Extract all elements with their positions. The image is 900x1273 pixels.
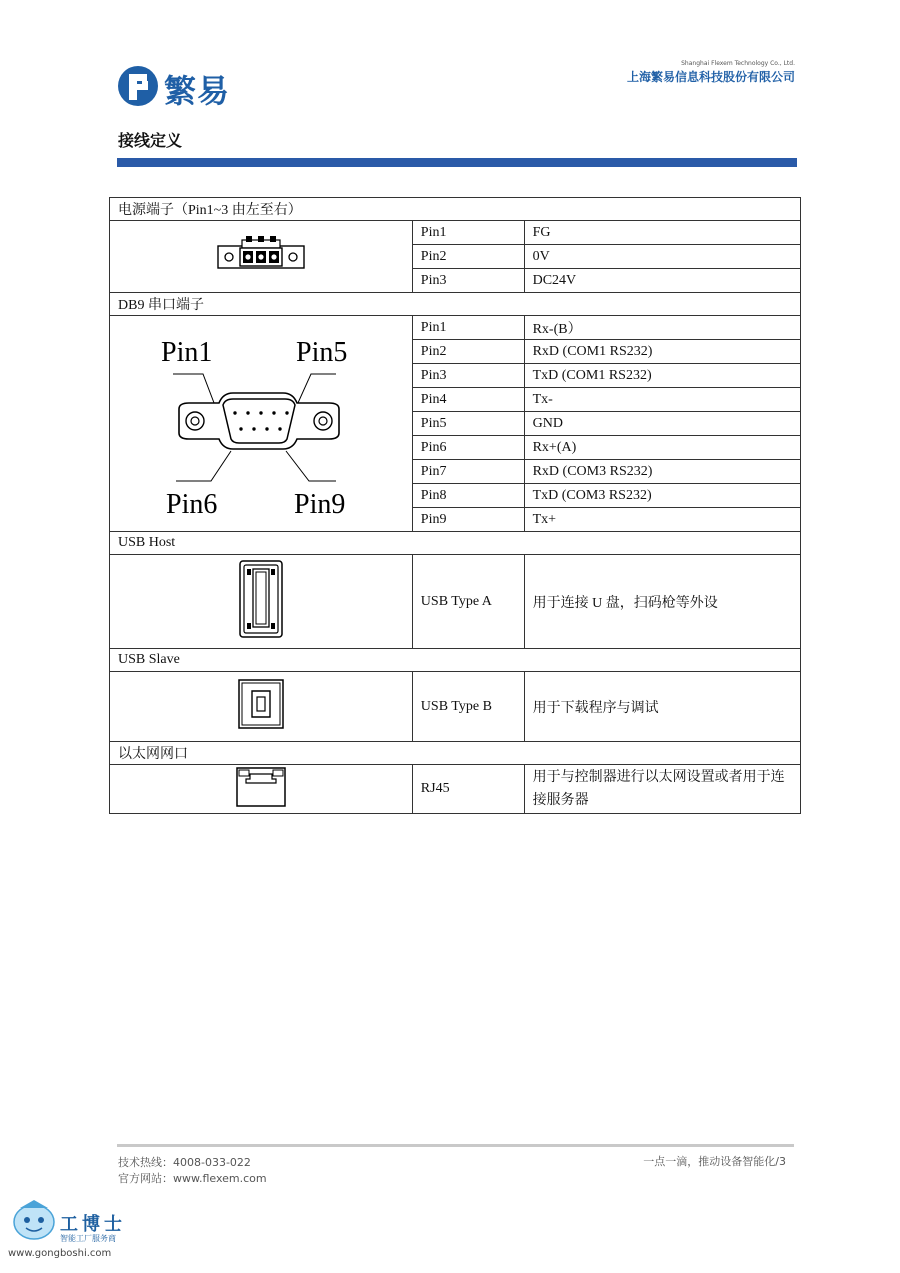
pin-definition: RxD (COM3 RS232): [524, 460, 800, 484]
company-logo: [116, 62, 246, 112]
footer-contact: [118, 1155, 267, 1187]
connector-description: 用于连接 U 盘，扫码枪等外设: [524, 555, 800, 649]
footer-hotline: 技术热线：4008-033-022: [118, 1156, 251, 1169]
db9-connector-icon: [151, 321, 371, 521]
ethernet-section-title: 以太网网口: [110, 742, 801, 765]
pin-definition: DC24V: [524, 269, 800, 293]
pin-name: Pin2: [412, 340, 524, 364]
watermark-subtitle: 智能工厂服务商: [60, 1234, 116, 1243]
db9-section-title: DB9 串口端子: [110, 293, 801, 316]
section-title: 接线定义: [118, 131, 183, 150]
pin-definition: RxD (COM1 RS232): [524, 340, 800, 364]
db9-image-cell: [110, 316, 413, 532]
pin-definition: 0V: [524, 245, 800, 269]
connector-description: 用于下载程序与调试: [524, 672, 800, 742]
flexem-logo-icon: [116, 64, 160, 108]
pin5-label: Pin5: [295, 337, 348, 368]
connector-type: USB Type A: [412, 555, 524, 649]
pin-name: Pin7: [412, 460, 524, 484]
pin-definition: FG: [524, 221, 800, 245]
company-name-cn: 上海繁易信息科技股份有限公司: [626, 70, 795, 84]
watermark-brand: 工博士: [60, 1214, 126, 1235]
pin-definition: TxD (COM1 RS232): [524, 364, 800, 388]
pin-name: Pin9: [412, 508, 524, 532]
connector-type: RJ45: [412, 765, 524, 814]
wiring-definition-table: [109, 197, 801, 814]
pin-name: Pin5: [412, 412, 524, 436]
table-row: [110, 555, 801, 649]
section-header-row: [110, 649, 801, 672]
pin-name: Pin8: [412, 484, 524, 508]
pin1-label: Pin1: [160, 337, 213, 368]
pin-name: Pin6: [412, 436, 524, 460]
pin-definition: Rx-(B）: [524, 316, 800, 340]
pin-definition: Rx+(A): [524, 436, 800, 460]
rj45-image-cell: [110, 765, 413, 814]
rj45-icon: [236, 767, 286, 807]
table-row: [110, 672, 801, 742]
section-header-row: [110, 198, 801, 221]
title-divider-bar: [117, 158, 797, 167]
table-row: [110, 316, 801, 340]
pin-name: Pin1: [412, 221, 524, 245]
pin-name: Pin1: [412, 316, 524, 340]
footer-website: 官方网站：www.flexem.com: [118, 1172, 267, 1185]
usb-type-b-image-cell: [110, 672, 413, 742]
usb-slave-section-title: USB Slave: [110, 649, 801, 672]
pin-definition: GND: [524, 412, 800, 436]
power-terminal-image-cell: [110, 221, 413, 293]
pin-name: Pin3: [412, 269, 524, 293]
table-row: [110, 221, 801, 245]
connector-description: 用于与控制器进行以太网设置或者用于连接服务器: [524, 765, 800, 814]
footer-divider: [117, 1144, 794, 1147]
pin9-label: Pin9: [293, 489, 346, 520]
pin-name: Pin3: [412, 364, 524, 388]
company-name-en: Shanghai Flexem Technology Co., Ltd.: [681, 60, 795, 67]
pin6-label: Pin6: [165, 489, 218, 520]
usb-type-a-image-cell: [110, 555, 413, 649]
pin-name: Pin4: [412, 388, 524, 412]
company-name-block: [627, 60, 795, 85]
pin-name: Pin2: [412, 245, 524, 269]
watermark-url: www.gongboshi.com: [8, 1248, 112, 1259]
connector-type: USB Type B: [412, 672, 524, 742]
pin-definition: Tx+: [524, 508, 800, 532]
usb-type-a-icon: [239, 560, 283, 638]
usb-host-section-title: USB Host: [110, 532, 801, 555]
usb-type-b-icon: [238, 679, 284, 729]
pin-definition: TxD (COM3 RS232): [524, 484, 800, 508]
footer-slogan-page: 一点一滴，推动设备智能化/3: [643, 1155, 786, 1168]
pin-definition: Tx-: [524, 388, 800, 412]
table-row: [110, 765, 801, 814]
power-terminal-icon: [216, 236, 306, 272]
logo-text: 繁易: [164, 72, 231, 110]
section-header-row: [110, 293, 801, 316]
section-header-row: [110, 742, 801, 765]
section-header-row: [110, 532, 801, 555]
power-section-title: 电源端子（Pin1~3 由左至右）: [110, 198, 801, 221]
